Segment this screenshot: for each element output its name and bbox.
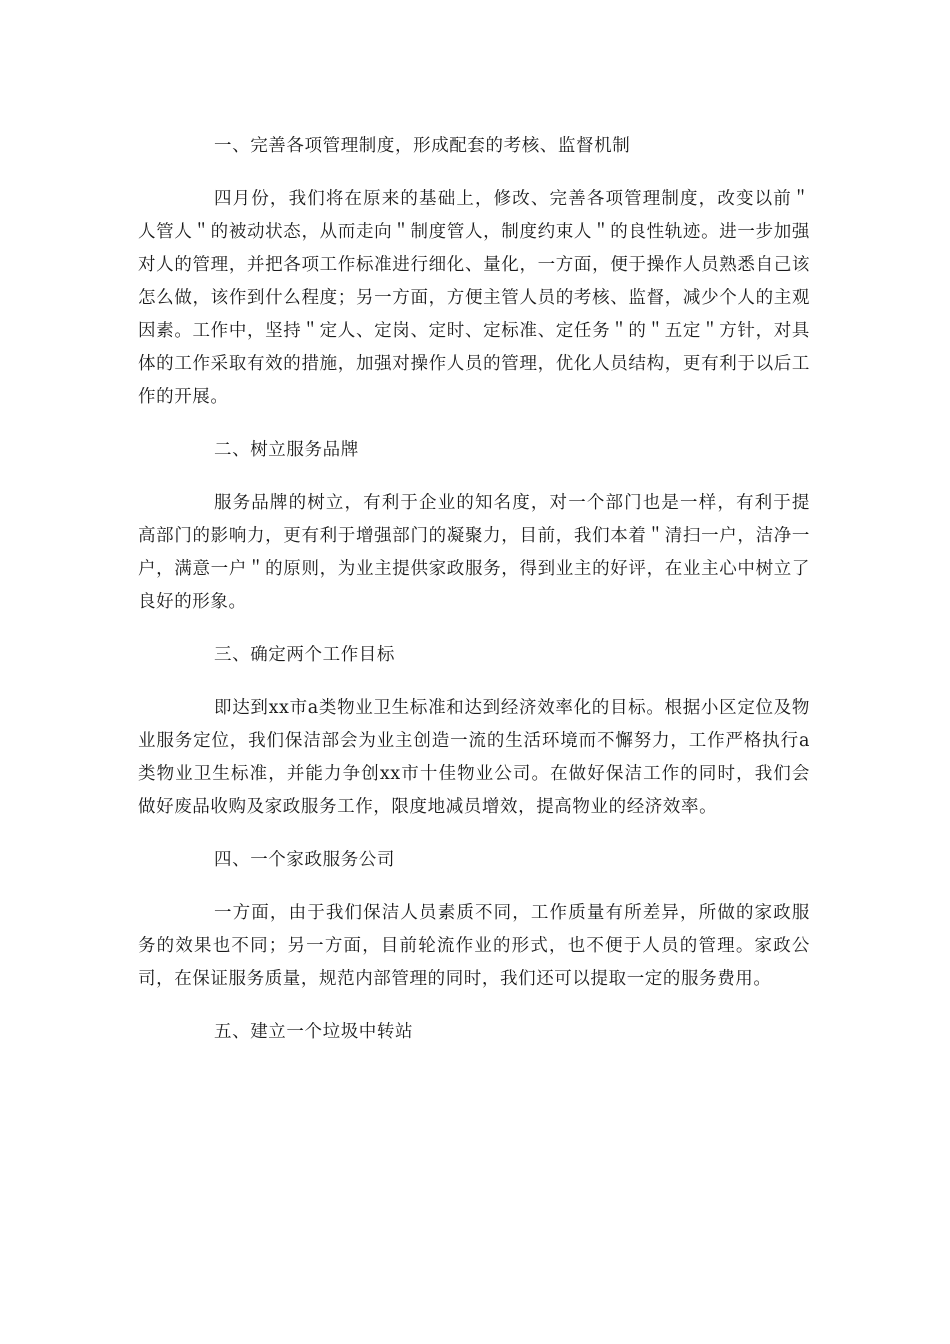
- document-body: [138, 130, 810, 1049]
- section-heading-5: 五、建立一个垃圾中转站: [214, 1022, 414, 1042]
- section-paragraph-4: 一方面，由于我们保洁人员素质不同，工作质量有所差异，所做的家政服务的效果也不同；另一方面，目前轮流作业的形式，也不便于人员的管理。家政公司，在保证服务质量，规范内部管理的同时，我们还可以提取一定的服务费用。: [138, 903, 810, 989]
- section-heading-4: 四、一个家政服务公司: [214, 850, 395, 870]
- section-paragraph-2: 服务品牌的树立，有利于企业的知名度，对一个部门也是一样，有利于提高部门的影响力，更有利于增强部门的凝聚力，目前，我们本着＂清扫一户，洁净一户，满意一户＂的原则，为业主提供家政服务，得到业主的好评，在业主心中树立了良好的形象。: [138, 493, 810, 612]
- section-heading-2: 二、树立服务品牌: [214, 440, 359, 460]
- section-heading-1: 一、完善各项管理制度，形成配套的考核、监督机制: [214, 136, 631, 156]
- section-paragraph-3: 即达到xx市a类物业卫生标准和达到经济效率化的目标。根据小区定位及物业服务定位，我们保洁部会为业主创造一流的生活环境而不懈努力，工作严格执行a类物业卫生标准，并能力争创xx市十佳物业公司。在做好保洁工作的同时，我们会做好废品收购及家政服务工作，限度地减员增效，提高物业的经济效率。: [138, 698, 810, 817]
- section-paragraph-1: 四月份，我们将在原来的基础上，修改、完善各项管理制度，改变以前＂人管人＂的被动状态，从而走向＂制度管人，制度约束人＂的良性轨迹。进一步加强对人的管理，并把各项工作标准进行细化、量化，一方面，便于操作人员熟悉自己该怎么做，该作到什么程度；另一方面，方便主管人员的考核、监督，减少个人的主观因素。工作中，坚持＂定人、定岗、定时、定标准、定任务＂的＂五定＂方针，对具体的工作采取有效的措施，加强对操作人员的管理，优化人员结构，更有利于以后工作的开展。: [138, 189, 810, 407]
- section-heading-3: 三、确定两个工作目标: [214, 645, 395, 665]
